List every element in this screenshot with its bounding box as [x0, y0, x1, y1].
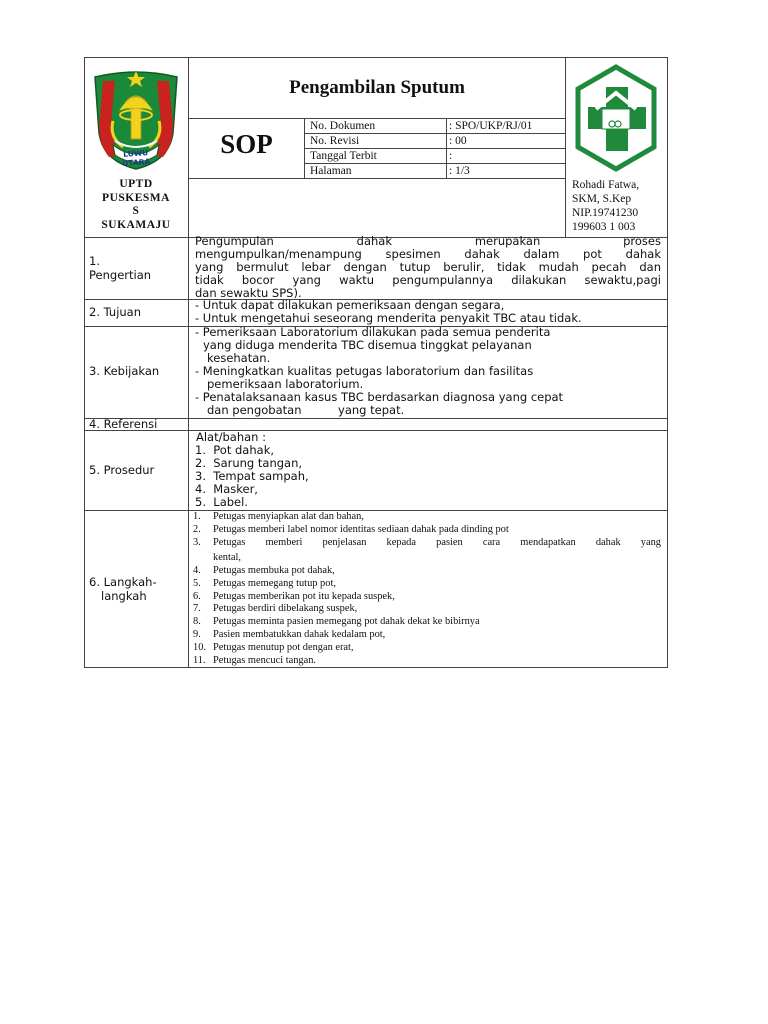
table-border-right	[667, 57, 668, 668]
step-item	[193, 578, 661, 591]
policy-line: yang diduga menderita TBC disemua tinggkat pelayanan	[203, 338, 532, 352]
signatory-line: SKM, S.Kep	[572, 193, 632, 205]
meta-value-halaman: : 1/3	[449, 165, 470, 177]
divider-right-column	[565, 57, 566, 237]
signatory	[571, 178, 669, 234]
step-text: Petugas meminta pasien memegang pot dahak dekat ke bibirnya	[213, 616, 480, 628]
label-line: 1.	[89, 254, 100, 268]
policy-line: - Pemeriksaan Laboratorium dilakukan pada semua penderita	[195, 325, 551, 339]
policy-line: pemeriksaan laboratorium.	[207, 377, 364, 391]
section-body-pengertian	[195, 235, 661, 300]
label-line: Pengertian	[89, 268, 152, 282]
step-number: 4.	[193, 564, 201, 576]
step-item	[193, 565, 661, 578]
step-item	[193, 655, 661, 668]
step-text: Petugas menyiapkan alat dan bahan,	[213, 511, 364, 522]
step-item	[193, 603, 661, 616]
divider-meta-bottom	[188, 178, 565, 179]
organization-name	[84, 178, 188, 232]
step-item	[193, 629, 661, 642]
meta-value-tanggal: :	[449, 150, 453, 162]
step-text: Petugas membuka pot dahak,	[213, 564, 335, 576]
step-item	[193, 524, 661, 537]
label-line: langkah	[101, 589, 147, 603]
step-text: Petugas memberi label nomor identitas sediaan dahak pada dinding pot	[213, 523, 509, 535]
org-line: PUSKESMA	[102, 191, 170, 204]
section-body-tujuan	[195, 299, 665, 325]
puskesmas-cross-logo	[570, 63, 663, 175]
sop-label: SOP	[220, 129, 273, 159]
step-number: 8.	[193, 616, 201, 628]
step-text: Petugas memegang tutup pot,	[213, 577, 336, 589]
step-number: 2.	[193, 523, 201, 535]
org-line: S	[132, 205, 140, 217]
meta-key-tanggal: Tanggal Terbit	[310, 150, 377, 162]
policy-line: - Penatalaksanaan kasus TBC berdasarkan diagnosa yang cepat	[195, 390, 564, 404]
step-text: Petugas memberi penjelasan kepada pasien cara mendapatkan dahak yang	[213, 536, 661, 548]
procedure-intro: Alat/bahan :	[196, 430, 266, 444]
bullet-line: - Untuk mengetahui seseorang menderita penyakit TBC atau tidak.	[195, 311, 582, 325]
step-number: 5.	[193, 577, 201, 589]
section-label-referensi: 4. Referensi	[89, 417, 158, 431]
meta-key-halaman: Halaman	[310, 165, 352, 177]
meta-key-revisi: No. Revisi	[310, 135, 360, 147]
section-label-langkah	[84, 575, 189, 603]
bullet-line: - Untuk dapat dilakukan pemeriksaan dengan segara,	[195, 298, 505, 312]
section-body-kebijakan	[195, 326, 665, 417]
paragraph-line: dan sewaktu SPS).	[195, 286, 302, 300]
policy-line: dan pengobatan yang tepat.	[207, 403, 405, 417]
paragraph-line: mengumpulkan/menampung spesimen dahak dalam pot dahak	[195, 247, 661, 261]
step-item	[193, 591, 661, 604]
divider-row-4	[84, 418, 668, 419]
procedure-item: 2. Sarung tangan,	[195, 456, 303, 470]
step-text: Petugas mencuci tangan.	[213, 655, 317, 667]
step-number: 7.	[193, 603, 201, 615]
step-number: 10.	[193, 642, 206, 654]
policy-line: - Meningkatkan kualitas petugas laboratorium dan fasilitas	[195, 364, 534, 378]
signatory-line: NIP.19741230	[572, 207, 639, 219]
sop-document	[84, 57, 668, 668]
step-number: 3.	[193, 536, 201, 548]
paragraph-line: yang bermulut lebar dengan tutup berulir, tidak mudah pecah dan	[195, 260, 661, 274]
step-number: 11.	[193, 655, 206, 667]
paragraph-line: tidak bocor yang waktu pengumpulannya dilakukan sewaktu,pagi	[195, 273, 661, 287]
org-line: SUKAMAJU	[101, 218, 171, 231]
step-number: 1.	[193, 511, 201, 522]
step-text: Petugas berdiri dibelakang suspek,	[213, 603, 358, 615]
step-number: 6.	[193, 590, 201, 602]
step-item	[193, 642, 661, 655]
procedure-item: 3. Tempat sampah,	[195, 469, 309, 483]
label-line: 6. Langkah-	[89, 575, 157, 589]
regency-emblem-logo	[89, 63, 183, 175]
meta-value-revisi: : 00	[449, 135, 467, 147]
step-number: 9.	[193, 629, 201, 641]
section-body-langkah	[193, 511, 661, 668]
table-border-top	[84, 57, 668, 58]
section-label-tujuan: 2. Tujuan	[89, 305, 142, 319]
step-text: Petugas menutup pot dengan erat,	[213, 642, 354, 654]
page-title: Pengambilan Sputum	[289, 77, 465, 98]
step-item	[193, 537, 661, 550]
section-body-prosedur	[195, 431, 665, 509]
section-label-kebijakan: 3. Kebijakan	[89, 364, 160, 378]
org-line: UPTD	[119, 178, 153, 190]
emblem-text: LUWU UTARA	[122, 148, 151, 168]
procedure-item: 5. Label.	[195, 495, 248, 509]
signatory-line: Rohadi Fatwa,	[572, 179, 640, 191]
signatory-line: 199603 1 003	[572, 221, 636, 233]
step-text: Pasien membatukkan dahak kedalam pot,	[213, 629, 386, 641]
procedure-item: 4. Masker,	[195, 482, 258, 496]
step-text: kental,	[213, 551, 241, 563]
step-item	[193, 511, 661, 524]
meta-value-dokumen: : SPO/UKP/RJ/01	[449, 120, 533, 132]
paragraph-line: Pengumpulan dahak merupakan proses	[195, 234, 661, 248]
step-text: Petugas memberikan pot itu kepada suspek,	[213, 590, 395, 602]
step-item	[193, 550, 661, 565]
section-label-pengertian	[84, 254, 189, 282]
policy-line: kesehatan.	[207, 351, 271, 365]
step-item	[193, 616, 661, 629]
section-label-prosedur: 5. Prosedur	[89, 463, 155, 477]
procedure-item: 1. Pot dahak,	[195, 443, 275, 457]
meta-key-dokumen: No. Dokumen	[310, 120, 376, 132]
